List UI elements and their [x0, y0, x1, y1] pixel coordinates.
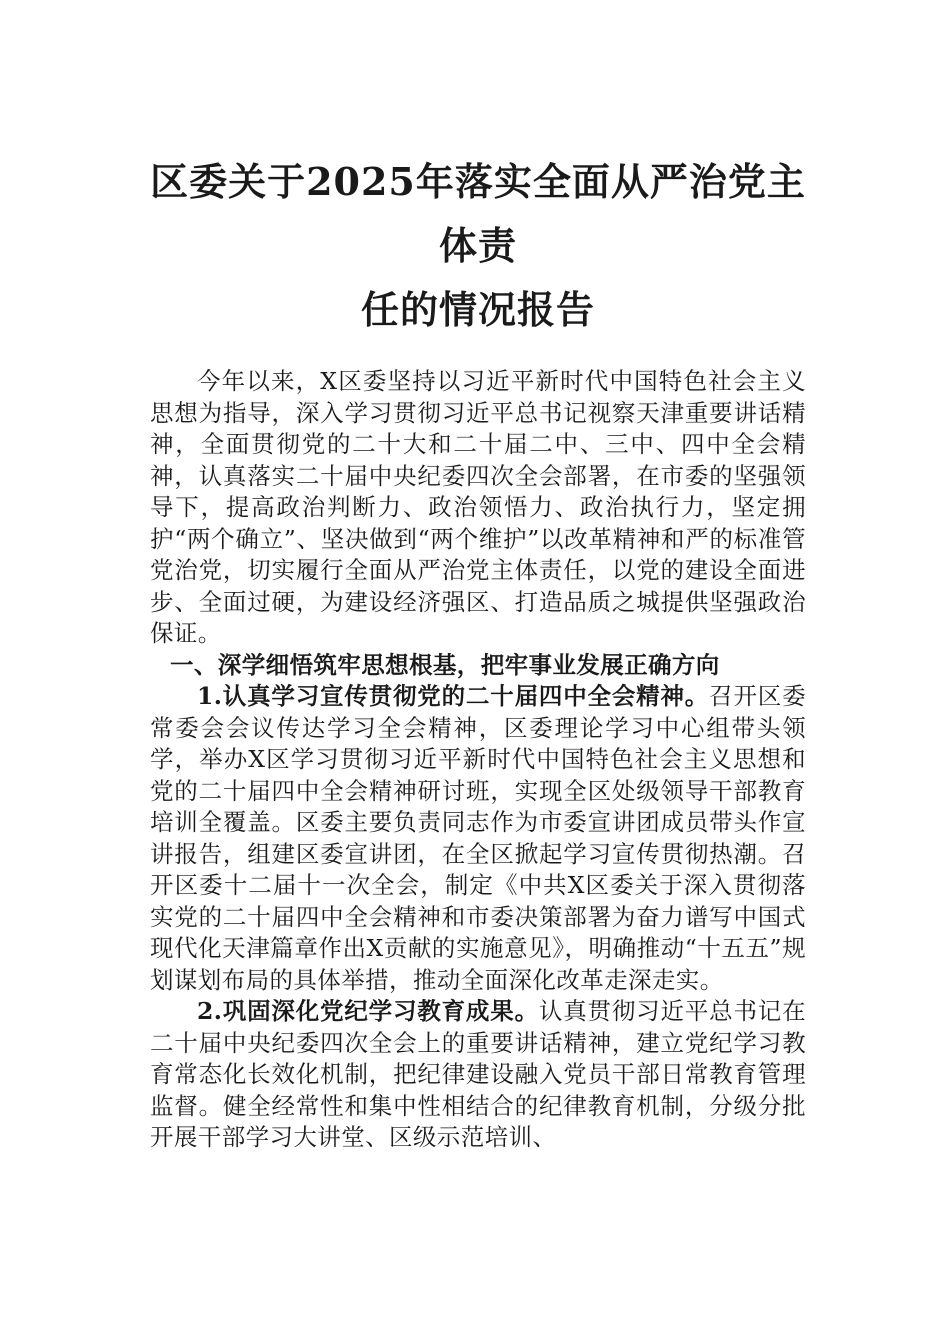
title-line-1: 区委关于2025年落实全面从严治党主体责	[150, 159, 806, 268]
item-2-lead: 2.巩固深化党纪学习教育成果。	[197, 997, 539, 1025]
section-1-heading: 一、深学细悟筑牢思想根基，把牢事业发展正确方向	[170, 650, 720, 679]
item-2-paragraph	[150, 996, 806, 1154]
item-2-body: 认真贯彻习近平总书记在二十届中央纪委四次全会上的重要讲话精神，建立党纪学习教育常态化长效化机制，把纪律建设融入党员干部日常教育管理监督。健全经常性和集中性相结合的纪律教育机制，分级分批开展干部学习大讲堂、区级示范培训、	[150, 997, 806, 1151]
item-1-lead: 1.认真学习宣传贯彻党的二十届四中全会精神。	[197, 682, 710, 710]
item-1-body: 召开区委常委会会议传达学习全会精神，区委理论学习中心组带头领学，举办X区学习贯彻习近平新时代中国特色社会主义思想和党的二十届四中全会精神研讨班，实现全区处级领导干部教育培训全覆盖。区委主要负责同志作为市委宣讲团成员带头作宣讲报告，组建区委宣讲团，在全区掀起学习宣传贯彻热潮。召开区委十二届十一次全会，制定《中共X区委关于深入贯彻落实党的二十届四中全会精神和市委决策部署为奋力谱写中国式现代化天津篇章作出X贡献的实施意见》，明确推动“十五五”规划谋划布局的具体举措，推动全面深化改革走深走实。	[150, 682, 806, 994]
item-1-paragraph	[150, 681, 806, 996]
intro-paragraph: 今年以来，X区委坚持以习近平新时代中国特色社会主义思想为指导，深入学习贯彻习近平总书记视察天津重要讲话精神，全面贯彻党的二十大和二十届二中、三中、四中全会精神，认真落实二十届中央纪委四次全会部署，在市委的坚强领导下，提高政治判断力、政治领悟力、政治执行力，坚定拥护“两个确立”、坚决做到“两个维护”以改革精神和严的标准管党治党，切实履行全面从严治党主体责任，以党的建设全面进步、全面过硬，为建设经济强区、打造品质之城提供坚强政治保证。	[150, 367, 806, 647]
document-body	[150, 366, 806, 1154]
document-title	[150, 150, 806, 342]
title-line-2: 任的情况报告	[360, 287, 595, 332]
document-page	[150, 150, 806, 1154]
